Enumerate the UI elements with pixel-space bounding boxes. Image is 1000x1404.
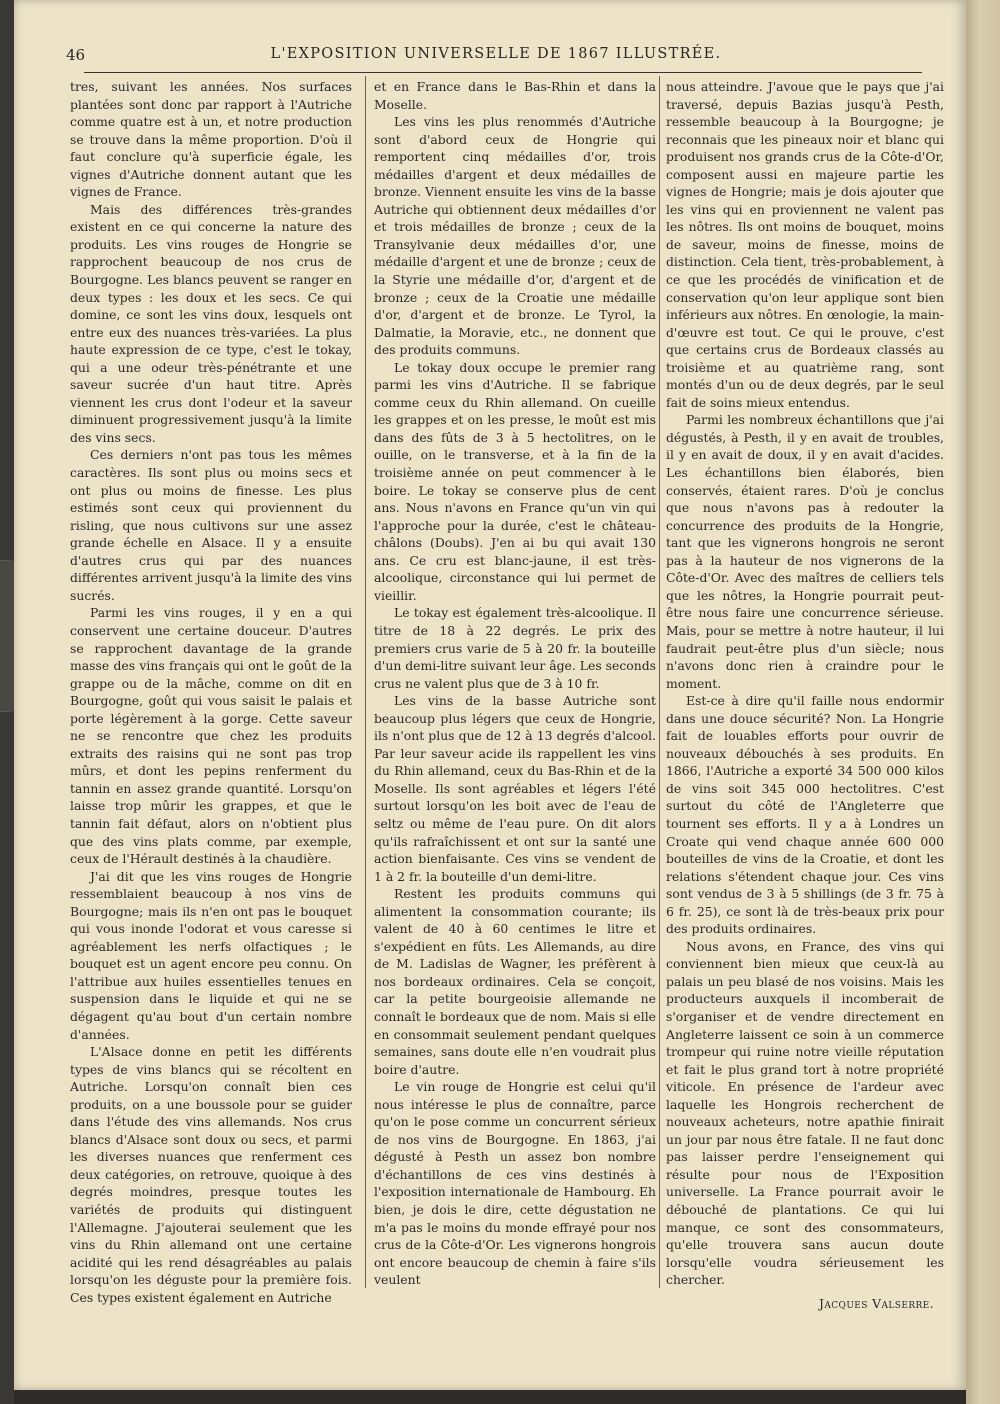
page-header xyxy=(66,46,926,68)
paragraph: Mais des différences très-grandes existent en ce qui concerne la nature des produits. Les vins rouges de Hongrie se rapprochent beaucoup de nos crus de Bourgogne. Les blancs peuvent se ranger en deux types : les doux et les secs. Ce qui domine, ce sont les vins doux, lesquels ont entre eux des nuances très-variées. La plus haute expression de ce type, c'est le tokay, qui a une odeur très-pénétrante et une saveur sucrée d'un haut titre. Après viennent les crus dont l'odeur et la saveur diminuent progressivement jusqu'à la limite des vins secs. xyxy=(70,201,352,445)
paragraph: Parmi les vins rouges, il y en a qui conservent une certaine douceur. D'autres se rapprochent davantage de la grande masse des vins français qui ont le goût de la grappe ou de la mâche, comme on dit en Bourgogne, goût qui vous saisit le palais et porte légèrement à la gorge. Cette saveur ne se rencontre que chez les produits extraits des raisins qui ne sont pas trop mûrs, et dont les pepins renferment du tannin en assez grande quantité. Lorsqu'on laisse trop mûrir les grappes, et que le tannin fait défaut, alors on n'obtient plus que des vins plats comme, par exemple, ceux de l'Hérault destinés à la chaudière. xyxy=(70,605,352,867)
paragraph: Le tokay doux occupe le premier rang parmi les vins d'Autriche. Il se fabrique comme ceux du Rhin allemand. On cueille les grappes et on les presse, le moût est mis dans des fûts de 3 à 5 hectolitres, on le ouille, on le transverse, et à la fin de la troisième année on peut commencer à le boire. Le tokay se conserve plus de cent ans. Nous n'avons en France qu'un vin qui l'approche pour la durée, c'est le château-châlons (Doubs). J'en ai bu qui avait 130 ans. Ce cru est blanc-jaune, il est très-alcoolique, circonstance qui lui permet de vieillir. xyxy=(374,359,656,603)
paragraph: Ces derniers n'ont pas tous les mêmes caractères. Ils sont plus ou moins secs et ont plus ou moins de finesse. Les plus estimés sont ceux qui proviennent du risling, que nous cultivons sur une assez grande échelle en Alsace. Il y a ensuite d'autres crus qui par des nuances différentes arrivent jusqu'à la limite des vins sucrés. xyxy=(70,447,352,603)
header-rule xyxy=(84,72,922,73)
paragraph: J'ai dit que les vins rouges de Hongrie ressemblaient beaucoup à nos vins de Bourgogne; mais ils n'en ont pas le bouquet qui vous inonde l'odorat et vous caresse si agréablement les nerfs olfactiques ; le bouquet est un agent encore peu connu. On l'attribue aux huiles essentielles tenues en suspension dans le liquide et qui ne se dégagent qu'au bout d'un certain nombre d'années. xyxy=(70,868,352,1042)
paragraph: Le vin rouge de Hongrie est celui qu'il nous intéresse le plus de connaître, parce qu'on le pose comme un concurrent sérieux de nos vins de Bourgogne. En 1863, j'ai dégusté à Pesth un assez bon nombre d'échantillons de ces vins destinés à l'exposition internationale de Hambourg. Eh bien, je dois le dire, cette dégustation ne m'a pas le moins du monde effrayé pour nos crus de la Côte-d'Or. Les vignerons hongrois ont encore beaucoup de chemin à faire s'ils veulent xyxy=(374,1079,656,1288)
paragraph: tres, suivant les années. Nos surfaces plantées sont donc par rapport à l'Autriche comme quatre est à un, et notre production se trouve dans la même proportion. D'où il faut conclure qu'à superficie égale, les vignes d'Autriche donnent autant que les vignes de France. xyxy=(70,79,352,200)
paragraph: et en France dans le Bas-Rhin et dans la Moselle. xyxy=(374,79,656,112)
running-title: L'EXPOSITION UNIVERSELLE DE 1867 ILLUSTRÉE. xyxy=(270,46,722,62)
paragraph: Parmi les nombreux échantillons que j'ai dégustés, à Pesth, il y en avait de troubles, il y en avait de doux, il y en avait d'acides. Les échantillons bien élaborés, bien conservés, étaient rares. D'où je conclus que nous n'avons pas à redouter la concurrence des produits de la Hongrie, tant que les vignerons hongrois ne seront pas à la hauteur de nos vignerons de la Côte-d'Or. Avec des maîtres de celliers tels que les nôtres, la Hongrie pourrait peut-être nous faire une concurrence sérieuse. Mais, pour se mettre à notre hauteur, il lui faudrait peut-être plus d'un siècle; nous n'avons donc rien à craindre pour le moment. xyxy=(666,412,944,691)
paragraph: L'Alsace donne en petit les différents types de vins blancs qui se récoltent en Autriche. Lorsqu'on connaît bien ces produits, on a une boussole pour se guider dans l'étude des vins allemands. Nos crus blancs d'Alsace sont doux ou secs, et parmi les diverses nuances que renferment ces deux catégories, on retrouve, quoique à des degrés moindres, presque toutes les variétés de produits qui distinguent l'Allemagne. J'ajouterai seulement que les vins du Rhin allemand ont une certaine acidité qui les rend désagréables au palais lorsqu'on les déguste pour la première fois. Ces types existent également en Autriche xyxy=(70,1044,352,1305)
author-signature: Jacques Valserre. xyxy=(818,1295,934,1311)
adjacent-page-edge xyxy=(966,0,1000,1404)
paragraph: Le tokay est également très-alcoolique. Il titre de 18 à 22 degrés. Le prix des premiers crus varie de 5 à 20 fr. la bouteille d'un demi-litre suivant leur âge. Les seconds crus ne valent plus que de 3 à 10 fr. xyxy=(374,605,656,691)
column-divider xyxy=(365,76,366,1288)
text-column-1 xyxy=(70,78,352,1306)
text-column-3 xyxy=(666,78,944,1312)
paragraph: Nous avons, en France, des vins qui conviennent bien mieux que ceux-là au palais un peu blasé de nos voisins. Mais les producteurs auxquels il incomberait de s'organiser et de vendre directement en Angleterre laissent ce soin à un commerce trompeur qui ruine notre vieille réputation et fait le plus grand tort à notre propriété viticole. En présence de l'ardeur avec laquelle les Hongrois recherchent de nouveaux acheteurs, notre apathie finirait un jour par nous être fatale. Il ne faut donc pas laisser perdre l'enseignement qui résulte pour nous de l'Exposition universelle. La France pourrait avoir le débouché de plantations. Ce qui lui manque, ce sont des consommateurs, qu'elle trouvera sans aucun doute lorsqu'elle voudra sérieusement les chercher. xyxy=(666,938,944,1288)
column-divider xyxy=(659,76,660,1288)
paragraph: Restent les produits communs qui alimentent la consommation courante; ils valent de 40 à 60 centimes le litre et s'expédient en fûts. Les Allemands, au dire de M. Ladislas de Wagner, les préfèrent à nos bordeaux ordinaires. Cela se conçoit, car la petite bourgeoisie allemande ne connaît le bordeaux que de nom. Mais si elle en consommait seulement pendant quelques semaines, sans doute elle n'en voudrait plus boire d'autre. xyxy=(374,886,656,1077)
paragraph: Les vins de la basse Autriche sont beaucoup plus légers que ceux de Hongrie, ils n'ont plus que de 12 à 13 degrés d'alcool. Par leur saveur acide ils rappellent les vins du Rhin allemand, ceux du Bas-Rhin et de la Moselle. Ils sont agréables et légers l'été surtout lorsqu'on les boit avec de l'eau de seltz ou même de l'eau pure. On dit alors qu'ils rafraîchissent et ont sur la santé une action bienfaisante. Ces vins se vendent de 1 à 2 fr. la bouteille d'un demi-litre. xyxy=(374,693,656,884)
text-column-2 xyxy=(374,78,656,1289)
paragraph: Est-ce à dire qu'il faille nous endormir dans une douce sécurité? Non. La Hongrie fait de louables efforts pour ouvrir de nouveaux débouchés à ses produits. En 1866, l'Autriche a exporté 34 500 000 kilos de vins soit 345 000 hectolitres. C'est surtout du côté de l'Angleterre que tournent ses efforts. Il y a à Londres un Croate qui vend chaque année 600 000 bouteilles de vins de la Croatie, et dont les relations s'étendent chaque jour. Ces vins sont vendus de 3 à 5 shillings (de 3 fr. 75 à 6 fr. 25), ce sont là de très-beaux prix pour des produits ordinaires. xyxy=(666,693,944,937)
paragraph: Les vins les plus renommés d'Autriche sont d'abord ceux de Hongrie qui remportent cinq médailles d'or, trois médailles d'argent et deux médailles de bronze. Viennent ensuite les vins de la basse Autriche qui obtiennent deux médailles d'or et trois médailles de bronze ; ceux de la Transylvanie deux médailles d'or, une médaille d'argent et une de bronze ; ceux de la Styrie une médaille d'or, d'argent et de bronze ; ceux de la Croatie une médaille d'or, d'argent et de bronze. Le Tyrol, la Dalmatie, la Moravie, etc., ne donnent que des produits communs. xyxy=(374,114,656,358)
page-number: 46 xyxy=(66,46,86,64)
paragraph: nous atteindre. J'avoue que le pays que j'ai traversé, depuis Bazias jusqu'à Pesth, ressemble beaucoup à la Bourgogne; je reconnais que les pineaux noir et blanc qui produisent nos grands crus de la Côte-d'Or, composent aussi en majeure partie les vignes de Hongrie; mais je dois ajouter que les vins qui en proviennent ne valent pas les nôtres. Ils ont moins de bouquet, moins de saveur, moins de finesse, moins de distinction. Cela tient, très-probablement, à ce que les procédés de vinification et de conservation qu'on leur applique sont bien inférieurs aux nôtres. En œnologie, la main-d'œuvre est tout. Ce qui le prouve, c'est que certains crus de Bordeaux classés au troisième et au quatrième rang, sont montés d'un ou de deux degrés, par le seul fait de soins mieux entendus. xyxy=(666,79,944,410)
